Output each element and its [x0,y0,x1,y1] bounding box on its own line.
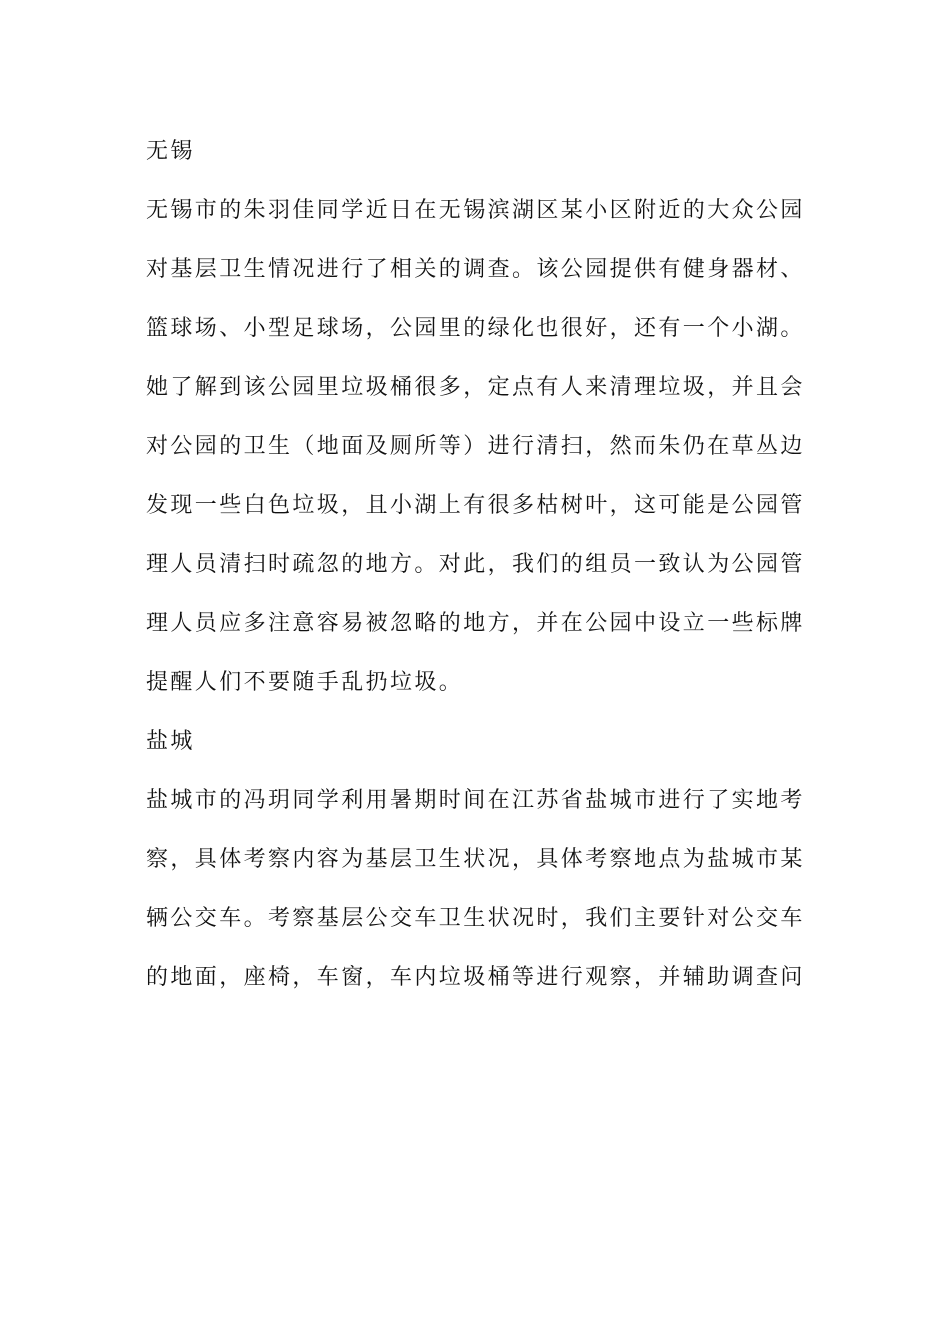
paragraph-line: 理人员应多注意容易被忽略的地方，并在公园中设立一些标牌 [146,611,805,636]
paragraph-line: 她了解到该公园里垃圾桶很多，定点有人来清理垃圾，并且会 [146,375,805,400]
paragraph-line: 盐城市的冯玥同学利用暑期时间在江苏省盐城市进行了实地考 [146,788,805,813]
paragraph-line: 对公园的卫生（地面及厕所等）进行清扫，然而朱仍在草丛边 [146,434,805,459]
document-body [146,122,816,1007]
paragraph-line: 察，具体考察内容为基层卫生状况，具体考察地点为盐城市某 [146,847,805,872]
paragraph-line: 的地面，座椅，车窗，车内垃圾桶等进行观察，并辅助调查问 [146,965,805,990]
paragraph-line: 篮球场、小型足球场，公园里的绿化也很好，还有一个小湖。 [146,316,805,341]
paragraph-line: 无锡市的朱羽佳同学近日在无锡滨湖区某小区附近的大众公园 [146,198,805,223]
paragraph-line: 理人员清扫时疏忽的地方。对此，我们的组员一致认为公园管 [146,552,805,577]
paragraph-line: 对基层卫生情况进行了相关的调查。该公园提供有健身器材、 [146,257,805,282]
paragraph-line: 辆公交车。考察基层公交车卫生状况时，我们主要针对公交车 [146,906,805,931]
section-heading: 无锡 [146,139,195,164]
paragraph-line: 提醒人们不要随手乱扔垃圾。 [146,670,464,695]
paragraph-line: 发现一些白色垃圾，且小湖上有很多枯树叶，这可能是公园管 [146,493,805,518]
section-heading: 盐城 [146,729,195,754]
